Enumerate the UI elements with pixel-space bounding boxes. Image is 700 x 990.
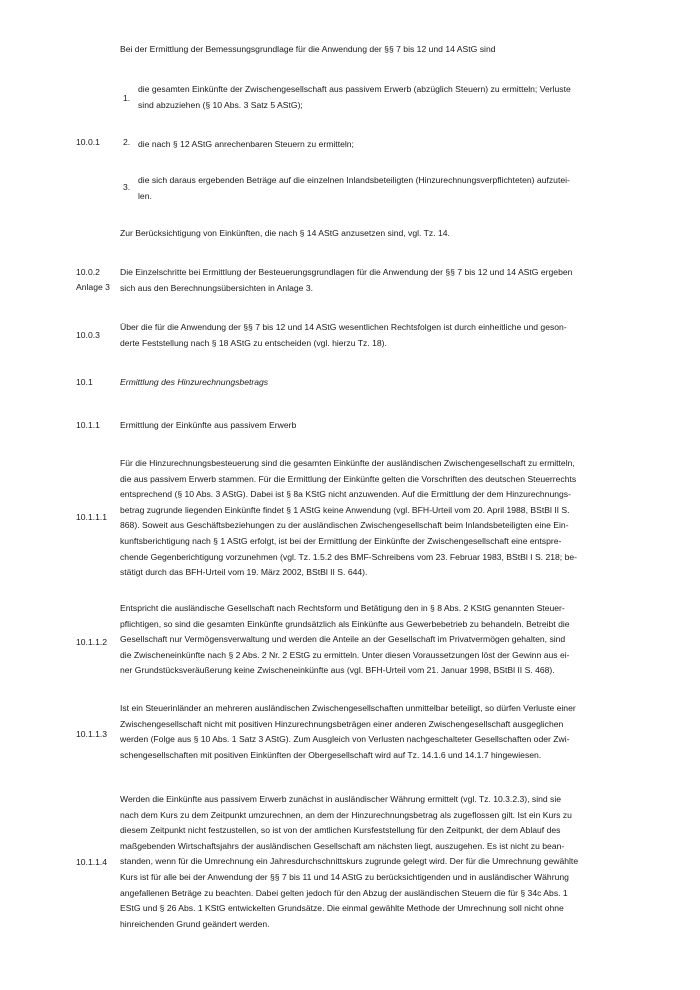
section-number: 10.0.3: [76, 330, 100, 340]
section-number: 10.0.1: [76, 137, 100, 147]
section-text: Werden die Einkünfte aus passivem Erwerb zunächst in ausländischer Währung ermittelt (vgl. Tz. 10.3.2.3), sind sie nach dem Kurs zu dem Zeitpunkt umzurechnen, an dem der Hinzurechnungsbetrag als zugeflossen gilt. Ist ein Kurs zu diesem Zeitpunkt nicht festzustellen, so ist von der amtlichen Kursfeststellung für den Zeitpunkt, der dem Ablauf des maßgebenden Wirtschaftsjahrs der ausländischen Gesellschaft am nächsten liegt, auszugehen. Es ist nicht zu bean- standen, wenn für die Umrechnung ein Jahresdurchschnittskurs zugrunde gelegt wird. Der für die Umrechnung gewählte Kurs ist für alle bei der Anwendung der §§ 7 bis 11 und 14 AStG zu berücksichtigenden und in ausländischer Währung angefallenen Beträge zu beachten. Dabei gelten jedoch für den Abzug der ausländischen Steuern die für § 34c Abs. 1 EStG und § 26 Abs. 1 KStG entwickelten Grundsätze. Die einmal gewählte Methode der Umrechnung soll nicht ohne hinreichenden Grund geändert werden.: [120, 794, 579, 929]
section-text: Die Einzelschritte bei Ermittlung der Besteuerungsgrundlagen für die Anwendung der §§ 7 bis 12 und 14 AStG ergeben sich aus den Berechnungsübersichten in Anlage 3.: [120, 267, 573, 293]
section-text: Für die Hinzurechnungsbesteuerung sind die gesamten Einkünfte der ausländischen Zwischengesellschaft zu ermitteln, die aus passivem Erwerb stammen. Für die Ermittlung der Einkünfte gelten die Vorschriften des deutschen Steuerrechts entsprechend (§ 10 Abs. 3 AStG). Dabei ist § 8a KStG nicht anzuwenden. Auf die Ermittlung der dem Hinzurechnungs- betrag zugrunde liegenden Einkünfte findet § 1 AStG keine Anwendung (vgl. BFH-Urteil vom 20. April 1988, BStBl II S. 868). Soweit aus Geschäftsbeziehungen zu der ausländischen Zwischengesellschaft beim Inlandsbeteiligten eine Ein- kunftsberichtigung nach § 1 AStG erfolgt, ist bei der Ermittlung der Einkünfte der Zwischengesellschaft eine entspre- chende Gegenberichtigung vorzunehmen (vgl. Tz. 1.5.2 des BMF-Schreibens vom 23. Februar 1983, BStBl I S. 218; be- stätigt durch das BFH-Urteil vom 19. März 2002, BStBl II S. 644).: [120, 458, 577, 578]
section-heading: Ermittlung des Hinzurechnungsbetrags: [120, 377, 269, 387]
list-item-number: 2.: [123, 137, 131, 147]
section-text: Ist ein Steuerinländer an mehreren ausländischen Zwischengesellschaften unmittelbar beteiligt, so dürfen Verluste einer Zwischengesellschaft nicht mit positiven Hinzurechnungsbeträgen einer anderen Zwischengesellschaft ausgeglichen werden (Folge aus § 10 Abs. 1 Satz 3 AStG). Zum Ausgleich von Verlusten nachgeschalteter Gesellschaften oder Zwi- schengesellschaften mit positiven Einkünften der Obergesellschaft wird auf Tz. 14.1.6 und 14.1.7 hingewiesen.: [120, 703, 576, 760]
section-text: Entspricht die ausländische Gesellschaft nach Rechtsform und Betätigung den in § 8 Abs. 2 KStG genannten Steuer- pflichtigen, so sind die gesamten Einkünfte grundsätzlich als Einkünfte aus Gewerbebetrieb zu behandeln. Betreibt die Gesellschaft nur Vermögensverwaltung und werden die Anteile an der Gesellschaft im Privatvermögen gehalten, sind die Zwischeneinkünfte nach § 2 Abs. 2 Nr. 2 EStG zu ermitteln. Unter diesen Voraussetzungen löst der Gewinn aus ei- ner Grundstücksveräußerung keine Zwischeneinkünfte aus (vgl. BFH-Urteil vom 21. Januar 1998, BStBl II S. 468).: [120, 603, 570, 676]
numbered-list: [0, 80, 700, 210]
section-number: 10.1.1.4: [76, 857, 108, 867]
list-item-text: die sich daraus ergebenden Beträge auf die einzelnen Inlandsbeteiligten (Hinzurechnungsverpflichteten) aufzutei- len.: [138, 175, 570, 201]
section-number: 10.1.1.1: [76, 512, 108, 522]
note-paragraph: Zur Berücksichtigung von Einkünften, die nach § 14 AStG anzusetzen sind, vgl. Tz. 14.: [120, 228, 450, 238]
section-text: Über die für die Anwendung der §§ 7 bis 12 und 14 AStG wesentlichen Rechtsfolgen ist durch einheitliche und geson- derte Feststellung nach § 18 AStG zu entscheiden (vgl. hierzu Tz. 18).: [120, 322, 567, 348]
section-number: 10.1.1.2: [76, 637, 108, 647]
list-item-number: 3.: [123, 182, 131, 192]
heading-number: 10.1.1: [76, 420, 100, 430]
heading-number: 10.1: [76, 377, 93, 387]
list-item-number: 1.: [123, 93, 131, 103]
section-heading: Ermittlung der Einkünfte aus passivem Erwerb: [120, 420, 297, 430]
list-item-text: die nach § 12 AStG anrechenbaren Steuern zu ermitteln;: [138, 139, 354, 149]
annex-reference: Anlage 3: [76, 282, 110, 292]
list-item-text: die gesamten Einkünfte der Zwischengesellschaft aus passivem Erwerb (abzüglich Steuern) zu ermitteln; Verluste sind abzuziehen (§ 10 Abs. 3 Satz 5 AStG);: [138, 84, 571, 110]
section-number: 10.0.2 Anlage 3: [76, 265, 110, 295]
section-number: 10.1.1.3: [76, 729, 108, 739]
intro-paragraph: Bei der Ermittlung der Bemessungsgrundlage für die Anwendung der §§ 7 bis 12 und 14 AStG sind: [120, 44, 496, 54]
